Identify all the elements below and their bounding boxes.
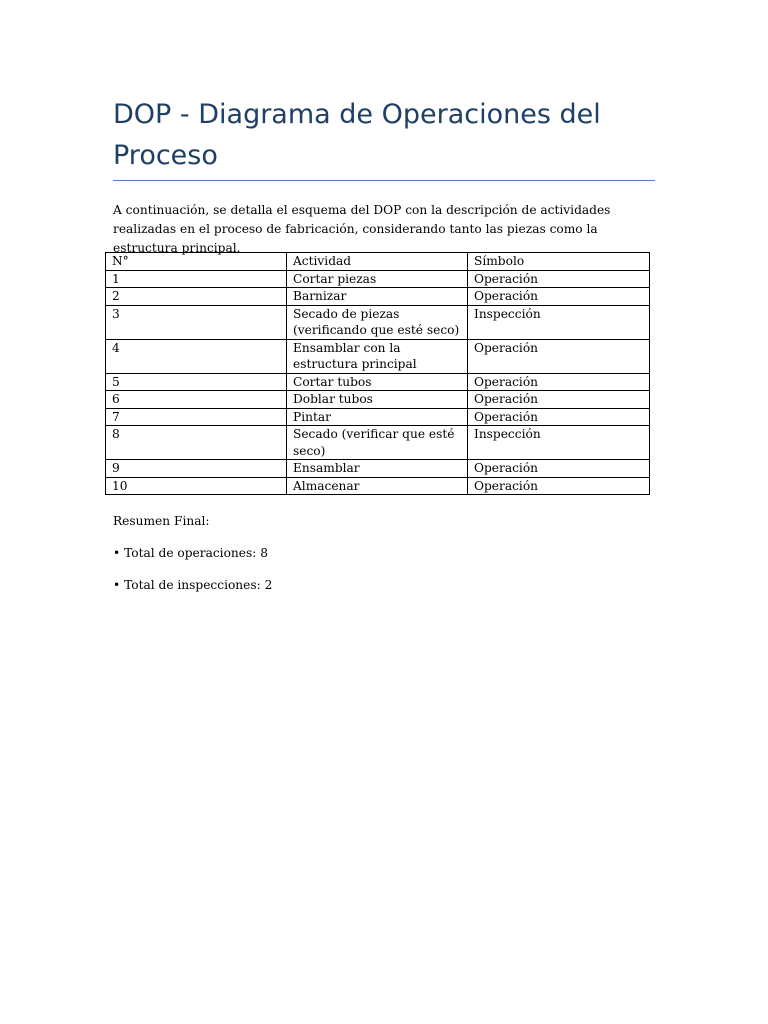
- row-activity-cell: Secado de piezas (verificando que esté seco): [287, 305, 468, 339]
- table-row: [106, 305, 650, 339]
- row-symbol-cell: Operación: [468, 339, 650, 373]
- row-number-cell: 7: [106, 408, 287, 426]
- table-row: [106, 270, 650, 288]
- row-symbol-cell: Inspección: [468, 305, 650, 339]
- summary-heading: Resumen Final:: [113, 514, 210, 528]
- header-cell-activity: Actividad: [287, 253, 468, 271]
- table-row: [106, 408, 650, 426]
- row-activity-cell: Ensamblar con la estructura principal: [287, 339, 468, 373]
- row-symbol-cell: Operación: [468, 373, 650, 391]
- row-activity-cell: Cortar piezas: [287, 270, 468, 288]
- table-row: [106, 391, 650, 409]
- table-header-row: [106, 253, 650, 271]
- row-number-cell: 6: [106, 391, 287, 409]
- row-number-cell: 10: [106, 477, 287, 495]
- page-title: DOP - Diagrama de Operaciones del Proceso: [113, 99, 601, 171]
- row-activity-cell: Secado (verificar que esté seco): [287, 426, 468, 460]
- table-row: [106, 339, 650, 373]
- row-symbol-cell: Operación: [468, 270, 650, 288]
- row-symbol-cell: Operación: [468, 408, 650, 426]
- row-activity-cell: Doblar tubos: [287, 391, 468, 409]
- intro-paragraph: A continuación, se detalla el esquema del DOP con la descripción de actividades realizadas en el proceso de fabricación, considerando tanto las piezas como la estructura principal.: [113, 203, 611, 255]
- row-number-cell: 2: [106, 288, 287, 306]
- row-number-cell: 1: [106, 270, 287, 288]
- row-symbol-cell: Operación: [468, 477, 650, 495]
- row-number-cell: 4: [106, 339, 287, 373]
- row-activity-cell: Barnizar: [287, 288, 468, 306]
- title-underline-divider: [113, 180, 655, 181]
- row-number-cell: 8: [106, 426, 287, 460]
- summary-inspections-item: • Total de inspecciones: 2: [113, 578, 273, 592]
- row-activity-cell: Ensamblar: [287, 460, 468, 478]
- header-cell-number: N°: [106, 253, 287, 271]
- row-activity-cell: Pintar: [287, 408, 468, 426]
- row-symbol-cell: Operación: [468, 391, 650, 409]
- row-number-cell: 3: [106, 305, 287, 339]
- row-symbol-cell: Operación: [468, 288, 650, 306]
- table-row: [106, 373, 650, 391]
- row-number-cell: 5: [106, 373, 287, 391]
- table-row: [106, 426, 650, 460]
- header-cell-symbol: Símbolo: [468, 253, 650, 271]
- table-row: [106, 477, 650, 495]
- row-symbol-cell: Inspección: [468, 426, 650, 460]
- table-row: [106, 460, 650, 478]
- row-activity-cell: Almacenar: [287, 477, 468, 495]
- table-row: [106, 288, 650, 306]
- summary-operations-item: • Total de operaciones: 8: [113, 546, 268, 560]
- row-symbol-cell: Operación: [468, 460, 650, 478]
- row-activity-cell: Cortar tubos: [287, 373, 468, 391]
- row-number-cell: 9: [106, 460, 287, 478]
- activities-table: [105, 252, 650, 495]
